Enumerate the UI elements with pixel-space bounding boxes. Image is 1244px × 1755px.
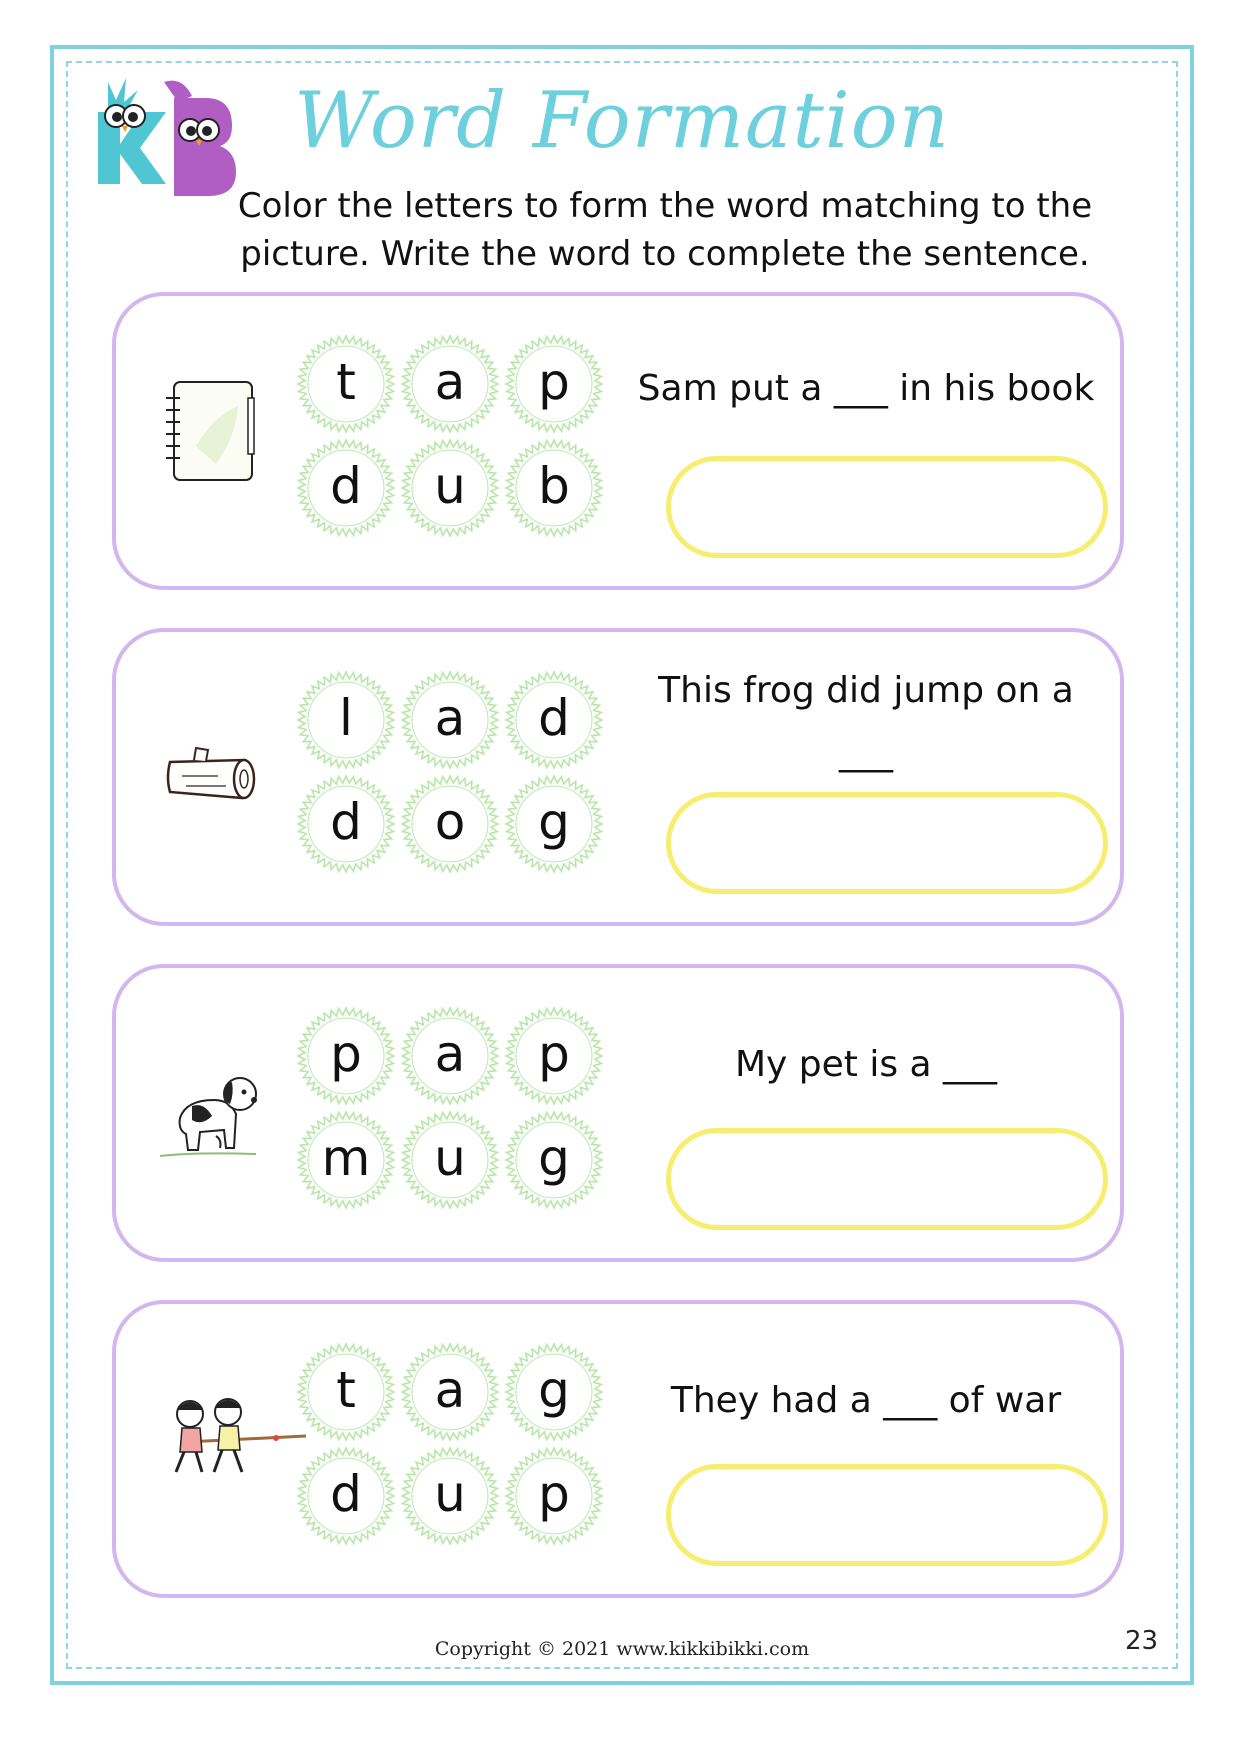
letter-grid — [296, 1006, 616, 1226]
letter-badge[interactable] — [296, 1342, 396, 1442]
letter: b — [538, 457, 570, 515]
letter-badge[interactable] — [400, 1110, 500, 1210]
letter: a — [434, 1025, 466, 1083]
letter-badge[interactable] — [296, 1446, 396, 1546]
letter-badge[interactable] — [504, 1006, 604, 1106]
letter-badge[interactable] — [504, 334, 604, 434]
letter-badge[interactable] — [296, 438, 396, 538]
letter-badge[interactable] — [504, 1446, 604, 1546]
exercise-card-4 — [112, 1300, 1124, 1598]
letter-grid — [296, 670, 616, 890]
page-title: Word Formation — [294, 76, 950, 166]
letter: o — [434, 793, 466, 851]
letter-badge[interactable] — [504, 1342, 604, 1442]
copyright-footer: Copyright © 2021 www.kikkibikki.com — [434, 1638, 810, 1660]
letter: u — [434, 457, 466, 515]
letter-badge[interactable] — [400, 438, 500, 538]
letter: a — [434, 353, 466, 411]
letter-badge[interactable] — [296, 334, 396, 434]
letter: a — [434, 1361, 466, 1419]
answer-box[interactable] — [666, 792, 1108, 894]
letter: m — [321, 1129, 371, 1187]
letter: g — [538, 793, 570, 851]
sentence — [626, 1034, 1106, 1096]
letter: l — [339, 689, 353, 747]
letter: p — [538, 1465, 570, 1523]
answer-box[interactable] — [666, 1464, 1108, 1566]
letter-badge[interactable] — [400, 774, 500, 874]
letter-badge[interactable] — [504, 774, 604, 874]
exercise-card-2 — [112, 628, 1124, 926]
tug-of-war-icon — [166, 1386, 316, 1496]
letter: a — [434, 689, 466, 747]
letter: u — [434, 1465, 466, 1523]
page-number: 23 — [1125, 1626, 1159, 1656]
letter-badge[interactable] — [400, 670, 500, 770]
letter-badge[interactable] — [504, 1110, 604, 1210]
puppy-icon — [156, 1060, 266, 1170]
instructions: Color the letters to form the word matching to the picture. Write the word to complete the sentence. — [237, 186, 1093, 274]
letter-badge[interactable] — [400, 334, 500, 434]
sentence-line: Sam put a ___ in his book — [637, 368, 1095, 409]
sentence-line: They had a ___ of war — [670, 1380, 1062, 1421]
letter-badge[interactable] — [504, 438, 604, 538]
letter: p — [330, 1025, 362, 1083]
letter-badge[interactable] — [296, 1110, 396, 1210]
letter: g — [538, 1129, 570, 1187]
letter: p — [538, 353, 570, 411]
exercise-card-1 — [112, 292, 1124, 590]
letter-badge[interactable] — [400, 1006, 500, 1106]
sentence — [626, 660, 1106, 784]
sentence-line: My pet is a ___ — [734, 1044, 998, 1085]
letter-badge[interactable] — [296, 1006, 396, 1106]
notebook-icon — [156, 376, 266, 486]
answer-box[interactable] — [666, 1128, 1108, 1230]
letter-badge[interactable] — [296, 774, 396, 874]
letter: d — [538, 689, 570, 747]
letter-badge[interactable] — [504, 670, 604, 770]
letter-badge[interactable] — [296, 670, 396, 770]
letter-badge[interactable] — [400, 1446, 500, 1546]
letter-badge[interactable] — [400, 1342, 500, 1442]
letter: d — [330, 1465, 362, 1523]
letter: d — [330, 457, 362, 515]
answer-box[interactable] — [666, 456, 1108, 558]
letter-grid — [296, 334, 616, 554]
letter: p — [538, 1025, 570, 1083]
letter: g — [538, 1361, 570, 1419]
log-icon — [156, 732, 266, 842]
sentence-line: ___ — [839, 732, 893, 773]
exercise-card-3 — [112, 964, 1124, 1262]
letter: t — [336, 1361, 356, 1419]
letter: u — [434, 1129, 466, 1187]
letter-grid — [296, 1342, 616, 1562]
sentence — [626, 1370, 1106, 1432]
sentence-line: This frog did jump on a — [658, 670, 1074, 711]
letter: d — [330, 793, 362, 851]
letter: t — [336, 353, 356, 411]
sentence — [626, 358, 1106, 420]
